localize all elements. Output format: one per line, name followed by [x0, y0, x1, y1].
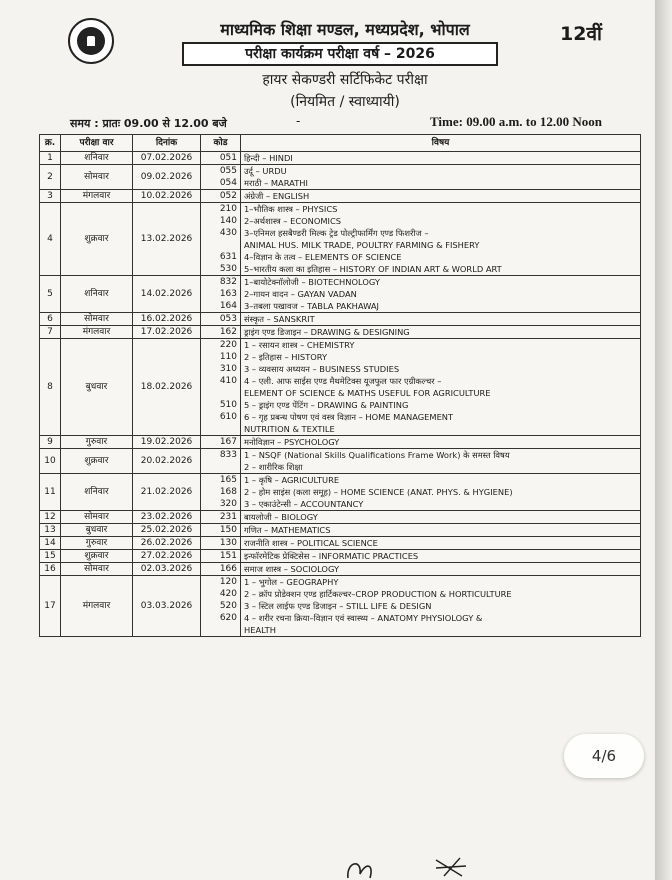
- subject-codes: [201, 449, 241, 474]
- subject-names: [241, 436, 641, 449]
- subject-code: 310: [219, 364, 237, 374]
- table-header-row: [40, 135, 641, 152]
- subject-codes: [201, 152, 241, 165]
- subject-code: 510: [219, 400, 237, 410]
- table-row: [40, 276, 641, 313]
- exam-date: 20.02.2026: [133, 449, 201, 474]
- subject-names: [241, 165, 641, 190]
- exam-day: सोमवार: [61, 511, 133, 524]
- subject-code: 420: [219, 589, 237, 599]
- subject-code: 051: [219, 153, 237, 163]
- row-number: 15: [40, 550, 61, 563]
- table-row: [40, 152, 641, 165]
- subject-name: 3–एनिमल हसबैण्डरी मिल्क ट्रेड पोल्ट्रीफार्मिंग एण्ड फिशरीज –: [244, 228, 429, 238]
- subject-name: गणित – MATHEMATICS: [244, 525, 331, 535]
- row-number: 8: [40, 339, 61, 436]
- subject-names: [241, 550, 641, 563]
- subject-name: ANIMAL HUS. MILK TRADE, POULTRY FARMING & FISHERY: [244, 240, 480, 250]
- programme-title: परीक्षा कार्यक्रम परीक्षा वर्ष – 2026: [182, 42, 498, 66]
- subject-code: 832: [219, 277, 237, 287]
- subject-code: 168: [219, 487, 237, 497]
- subject-codes: [201, 511, 241, 524]
- row-number: 17: [40, 576, 61, 637]
- subject-name: समाज शास्त्र – SOCIOLOGY: [244, 564, 340, 574]
- subject-name: NUTRITION & TEXTILE: [244, 424, 335, 434]
- table-row: [40, 203, 641, 276]
- page-indicator[interactable]: 4/6: [564, 734, 644, 778]
- exam-date: 19.02.2026: [133, 436, 201, 449]
- row-number: 2: [40, 165, 61, 190]
- subject-names: [241, 313, 641, 326]
- subject-code: 610: [219, 412, 237, 422]
- subject-name: 3 – एकाउंटेन्सी – ACCOUNTANCY: [244, 499, 364, 509]
- table-row: [40, 313, 641, 326]
- subject-code: 110: [219, 352, 237, 362]
- subject-names: [241, 276, 641, 313]
- subject-code: 164: [219, 301, 237, 311]
- board-logo-icon: [68, 18, 114, 64]
- table-row: [40, 563, 641, 576]
- table-row: [40, 576, 641, 637]
- row-number: 1: [40, 152, 61, 165]
- subject-names: [241, 576, 641, 637]
- subject-code: 053: [219, 314, 237, 324]
- subject-codes: [201, 276, 241, 313]
- subject-codes: [201, 203, 241, 276]
- subject-name: 1 – रसायन शास्त्र – CHEMISTRY: [244, 340, 355, 350]
- subject-code: [204, 387, 237, 399]
- subject-name: राजनीति शास्त्र – POLITICAL SCIENCE: [244, 538, 378, 548]
- subject-name: मनोविज्ञान – PSYCHOLOGY: [244, 437, 340, 447]
- table-row: [40, 537, 641, 550]
- subject-code: 833: [219, 450, 237, 460]
- subject-code: 130: [219, 538, 237, 548]
- exam-day: शुक्रवार: [61, 449, 133, 474]
- subject-name: 1 – NSQF (National Skills Qualifications Frame Work) के समस्त विषय: [244, 450, 510, 460]
- subject-code: 162: [219, 327, 237, 337]
- subject-name: 2 – शारीरिक शिक्षा: [244, 462, 303, 472]
- table-row: [40, 474, 641, 511]
- subject-code: 220: [219, 340, 237, 350]
- subject-code: 166: [219, 564, 237, 574]
- row-number: 4: [40, 203, 61, 276]
- subject-codes: [201, 563, 241, 576]
- subject-names: [241, 474, 641, 511]
- exam-date: 10.02.2026: [133, 190, 201, 203]
- subject-name: 4 – एली. आफ साईस एण्ड मैथमेटिक्स यूजफुल फार एग्रीकल्चर –: [244, 376, 442, 386]
- subject-codes: [201, 524, 241, 537]
- subject-name: 3 – स्टिल लाईफ एण्ड डिजाइन – STILL LIFE & DESIGN: [244, 601, 432, 611]
- table-row: [40, 339, 641, 436]
- subject-names: [241, 511, 641, 524]
- column-header: कोड: [201, 135, 241, 152]
- subject-codes: [201, 576, 241, 637]
- exam-day: मंगलवार: [61, 326, 133, 339]
- subject-name: ELEMENT OF SCIENCE & MATHS USEFUL FOR AGRICULTURE: [244, 388, 491, 398]
- subject-code: 530: [219, 264, 237, 274]
- subject-code: 430: [219, 228, 237, 238]
- subject-codes: [201, 190, 241, 203]
- subject-code: 120: [219, 577, 237, 587]
- exam-day: मंगलवार: [61, 576, 133, 637]
- subject-names: [241, 339, 641, 436]
- subject-code: 151: [219, 551, 237, 561]
- page-edge: [655, 0, 672, 880]
- subject-name: 2–अर्थशास्त्र – ECONOMICS: [244, 216, 342, 226]
- subject-codes: [201, 550, 241, 563]
- subject-names: [241, 152, 641, 165]
- exam-date: 03.03.2026: [133, 576, 201, 637]
- exam-date: 21.02.2026: [133, 474, 201, 511]
- subject-names: [241, 326, 641, 339]
- column-header: परीक्षा वार: [61, 135, 133, 152]
- subject-code: 631: [219, 252, 237, 262]
- subject-name: उर्दू – URDU: [244, 166, 287, 176]
- subject-code: 320: [219, 499, 237, 509]
- time-separator: -: [296, 114, 301, 128]
- column-header: क्र.: [40, 135, 61, 152]
- subject-name: 1–भौतिक शास्त्र – PHYSICS: [244, 204, 338, 214]
- subject-code: 052: [219, 191, 237, 201]
- exam-date: 16.02.2026: [133, 313, 201, 326]
- signature-icon: [340, 852, 660, 880]
- subject-codes: [201, 326, 241, 339]
- row-number: 5: [40, 276, 61, 313]
- subject-code: 520: [219, 601, 237, 611]
- subject-codes: [201, 474, 241, 511]
- subject-codes: [201, 313, 241, 326]
- exam-date: 27.02.2026: [133, 550, 201, 563]
- subject-codes: [201, 339, 241, 436]
- row-number: 12: [40, 511, 61, 524]
- row-number: 11: [40, 474, 61, 511]
- subject-code: 620: [219, 613, 237, 623]
- subject-name: 4 – शरीर रचना क्रिया–विज्ञान एवं स्वास्थ्य – ANATOMY PHYSIOLOGY &: [244, 613, 483, 623]
- subject-name: हिन्दी – HINDI: [244, 153, 293, 163]
- subject-code: [204, 624, 237, 636]
- exam-day: गुरुवार: [61, 436, 133, 449]
- subject-code: 163: [219, 289, 237, 299]
- exam-day: मंगलवार: [61, 190, 133, 203]
- subject-names: [241, 190, 641, 203]
- row-number: 7: [40, 326, 61, 339]
- subject-names: [241, 524, 641, 537]
- table-row: [40, 165, 641, 190]
- exam-date: 09.02.2026: [133, 165, 201, 190]
- subject-name: मराठी – MARATHI: [244, 178, 308, 188]
- subject-name: ड्राइंग एण्ड डिजाइन – DRAWING & DESIGNING: [244, 327, 410, 337]
- exam-schedule-table: [39, 134, 641, 637]
- exam-date: 02.03.2026: [133, 563, 201, 576]
- subject-code: 210: [219, 204, 237, 214]
- column-header: दिनांक: [133, 135, 201, 152]
- exam-day: सोमवार: [61, 563, 133, 576]
- exam-day: बुधवार: [61, 339, 133, 436]
- exam-date: 26.02.2026: [133, 537, 201, 550]
- exam-day: शनिवार: [61, 276, 133, 313]
- subject-names: [241, 537, 641, 550]
- exam-day: सोमवार: [61, 165, 133, 190]
- subject-name: 6 – गृह प्रबन्ध पोषण एवं वस्त्र विज्ञान – HOME MANAGEMENT: [244, 412, 454, 422]
- subject-name: 5–भारतीय कला का इतिहास – HISTORY OF INDIAN ART & WORLD ART: [244, 264, 502, 274]
- exam-day: शुक्रवार: [61, 203, 133, 276]
- exam-date: 17.02.2026: [133, 326, 201, 339]
- subject-names: [241, 449, 641, 474]
- subject-name: 2 – क्रॉप प्रोडेक्शन एण्ड हार्टिकल्चर–CROP PRODUCTION & HORTICULTURE: [244, 589, 512, 599]
- subject-code: 054: [219, 178, 237, 188]
- subject-name: 3–तबला पखावज – TABLA PAKHAWAJ: [244, 301, 379, 311]
- subject-code: 167: [219, 437, 237, 447]
- subject-code: 231: [219, 512, 237, 522]
- exam-mode: (नियमित / स्वाध्यायी): [290, 94, 400, 110]
- row-number: 14: [40, 537, 61, 550]
- subject-name: 5 – ड्राइंग एण्ड पेंटिंग – DRAWING & PAINTING: [244, 400, 409, 410]
- subject-codes: [201, 537, 241, 550]
- row-number: 9: [40, 436, 61, 449]
- exam-day: शनिवार: [61, 152, 133, 165]
- subject-code: 055: [219, 166, 237, 176]
- subject-name: अंग्रेजी – ENGLISH: [244, 191, 310, 201]
- exam-date: 18.02.2026: [133, 339, 201, 436]
- column-header: विषय: [241, 135, 641, 152]
- table-row: [40, 550, 641, 563]
- exam-name: हायर सेकण्डरी सर्टिफिकेट परीक्षा: [262, 72, 428, 88]
- subject-codes: [201, 165, 241, 190]
- exam-date: 13.02.2026: [133, 203, 201, 276]
- exam-date: 14.02.2026: [133, 276, 201, 313]
- exam-day: बुधवार: [61, 524, 133, 537]
- subject-name: संस्कृत – SANSKRIT: [244, 314, 315, 324]
- row-number: 6: [40, 313, 61, 326]
- row-number: 3: [40, 190, 61, 203]
- table-row: [40, 511, 641, 524]
- row-number: 10: [40, 449, 61, 474]
- subject-codes: [201, 436, 241, 449]
- table-row: [40, 436, 641, 449]
- board-name: माध्यमिक शिक्षा मण्डल, मध्यप्रदेश, भोपाल: [220, 20, 470, 39]
- subject-name: 2 – होम साइंस (कला समूह) – HOME SCIENCE (ANAT. PHYS. & HYGIENE): [244, 487, 513, 497]
- table-row: [40, 326, 641, 339]
- subject-code: 140: [219, 216, 237, 226]
- subject-names: [241, 563, 641, 576]
- exam-day: शनिवार: [61, 474, 133, 511]
- subject-names: [241, 203, 641, 276]
- subject-name: 3 – व्यवसाय अध्ययन – BUSINESS STUDIES: [244, 364, 400, 374]
- exam-date: 23.02.2026: [133, 511, 201, 524]
- exam-day: सोमवार: [61, 313, 133, 326]
- time-english: Time: 09.00 a.m. to 12.00 Noon: [430, 114, 603, 129]
- exam-date: 25.02.2026: [133, 524, 201, 537]
- exam-date: 07.02.2026: [133, 152, 201, 165]
- subject-code: 410: [219, 376, 237, 386]
- table-row: [40, 524, 641, 537]
- row-number: 13: [40, 524, 61, 537]
- subject-code: 150: [219, 525, 237, 535]
- subject-code: 165: [219, 475, 237, 485]
- subject-name: 4–विज्ञान के तत्व – ELEMENTS OF SCIENCE: [244, 252, 402, 262]
- table-row: [40, 190, 641, 203]
- subject-code: [204, 239, 237, 251]
- subject-name: 1 – कृषि – AGRICULTURE: [244, 475, 340, 485]
- subject-code: [204, 461, 237, 473]
- subject-name: 1 – भुगोल – GEOGRAPHY: [244, 577, 339, 587]
- subject-code: [204, 423, 237, 435]
- exam-day: शुक्रवार: [61, 550, 133, 563]
- subject-name: 1–बायोटेक्नॉलोजी – BIOTECHNOLOGY: [244, 277, 380, 287]
- subject-name: 2 – इतिहास – HISTORY: [244, 352, 328, 362]
- row-number: 16: [40, 563, 61, 576]
- subject-name: HEALTH: [244, 625, 276, 635]
- table-row: [40, 449, 641, 474]
- exam-day: गुरुवार: [61, 537, 133, 550]
- subject-name: 2–गायन वादन – GAYAN VADAN: [244, 289, 357, 299]
- time-hindi: समय : प्रातः 09.00 से 12.00 बजे: [70, 117, 227, 130]
- class-label: 12वीं: [560, 23, 602, 45]
- subject-name: बायलोजी – BIOLOGY: [244, 512, 318, 522]
- subject-name: इन्फॉरमेटिक प्रेक्टिसेस – INFORMATIC PRACTICES: [244, 551, 419, 561]
